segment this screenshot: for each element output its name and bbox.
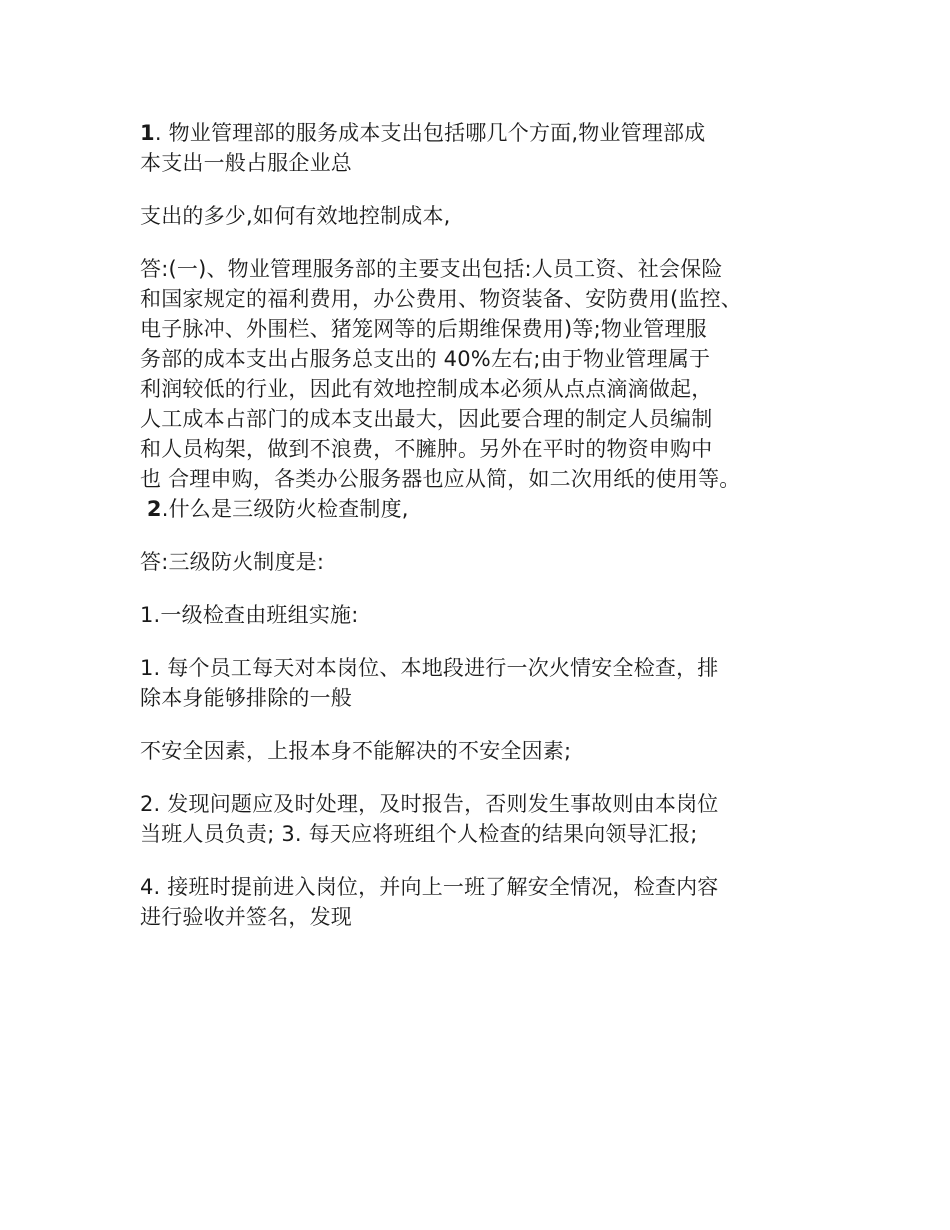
- answer-1-line: 电子脉冲、外围栏、猪笼网等的后期维保费用)等;物业管理服: [140, 317, 707, 341]
- level-1-heading: 1.一级检查由班组实施:: [140, 603, 359, 627]
- document-page: [140, 118, 830, 932]
- item-1-continued: 不安全因素，上报本身不能解决的不安全因素;: [140, 739, 572, 763]
- answer-1-line: 答:(一)、物业管理服务部的主要支出包括:人员工资、社会保险: [140, 257, 723, 281]
- answer-2-intro: 答:三级防火制度是:: [140, 550, 325, 574]
- question-1-line-2: 本支出一般占服企业总: [140, 151, 352, 175]
- question-2: [140, 494, 830, 524]
- question-1: [140, 118, 830, 178]
- item-2-3: 2. 发现问题应及时处理，及时报告，否则发生事故则由本岗位 当班人员负责; 3. 每天应将班组个人检查的结果向领导汇报;: [140, 792, 719, 846]
- answer-1-line: 务部的成本支出占服务总支出的 40%左右;由于物业管理属于: [140, 347, 711, 371]
- question-1-line-3: 支出的多少,如何有效地控制成本,: [140, 204, 451, 228]
- item-4: 4. 接班时提前进入岗位，并向上一班了解安全情况，检查内容 进行验收并签名，发现: [140, 875, 719, 929]
- answer-1-line: 和人员构架，做到不浪费，不臃肿。另外在平时的物资申购中: [140, 437, 713, 461]
- question-1-number: 1: [140, 121, 155, 145]
- answer-1-line: 人工成本占部门的成本支出最大，因此要合理的制定人员编制: [140, 407, 713, 431]
- answer-1-line: 利润较低的行业，因此有效地控制成本必须从点点滴滴做起，: [140, 377, 713, 401]
- answer-1-line: 和国家规定的福利费用，办公费用、物资装备、安防费用(监控、: [140, 287, 742, 311]
- answer-1: [140, 254, 830, 524]
- question-2-text: .什么是三级防火检查制度,: [161, 497, 409, 521]
- item-1: 1. 每个员工每天对本岗位、本地段进行一次火情安全检查，排 除本身能够排除的一般: [140, 656, 719, 710]
- question-2-number: 2: [146, 497, 162, 521]
- answer-1-line: 也 合理申购，各类办公服务器也应从简，如二次用纸的使用等。: [140, 467, 741, 491]
- question-1-line-1: . 物业管理部的服务成本支出包括哪几个方面,物业管理部成: [154, 121, 706, 145]
